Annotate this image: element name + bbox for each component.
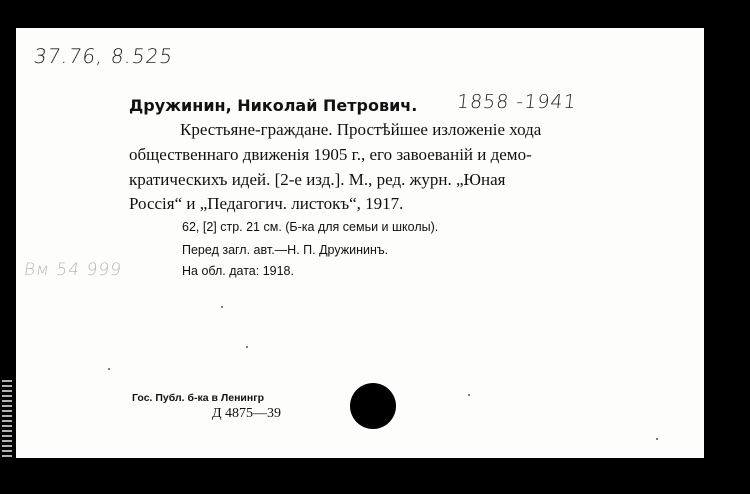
scan-speck xyxy=(108,368,110,370)
scan-speck xyxy=(468,394,470,396)
scan-edge-strip xyxy=(2,380,12,460)
cover-date-note: На обл. дата: 1918. xyxy=(182,264,294,278)
title-line-3: кратическихъ идей. [2-е изд.]. М., ред. журн. „Юная xyxy=(129,170,506,189)
collation-note: 62, [2] стр. 21 см. (Б-ка для семьи и школы). xyxy=(182,220,439,234)
author-dates: 1858 -1941 xyxy=(455,91,578,113)
author-form-note: Перед загл. авт.—Н. П. Дружининъ. xyxy=(182,243,389,257)
scan-speck xyxy=(246,346,248,348)
punch-hole xyxy=(350,383,396,429)
library-stamp-line-2: Д 4875—39 xyxy=(212,406,282,421)
scan-speck xyxy=(221,306,223,308)
library-stamp-line-1: Гос. Публ. б-ка в Ленингр xyxy=(132,392,264,404)
scan-speck xyxy=(656,438,658,440)
catalog-card xyxy=(16,28,704,458)
title-line-2: общественнаго движенiя 1905 г., его завоеванiй и демо- xyxy=(129,145,532,164)
author-heading: Дружинин, Николай Петрович. xyxy=(129,96,418,115)
faded-handwritten-note: Вм 54 999 xyxy=(22,260,124,280)
title-line-1: Крестьяне-граждане. Простѣйшее изложенiе хода xyxy=(180,120,542,139)
shelfmark: 37.76, 8.525 xyxy=(32,44,175,68)
title-line-4: Россiя“ и „Педагогич. листокъ“, 1917. xyxy=(129,194,404,213)
